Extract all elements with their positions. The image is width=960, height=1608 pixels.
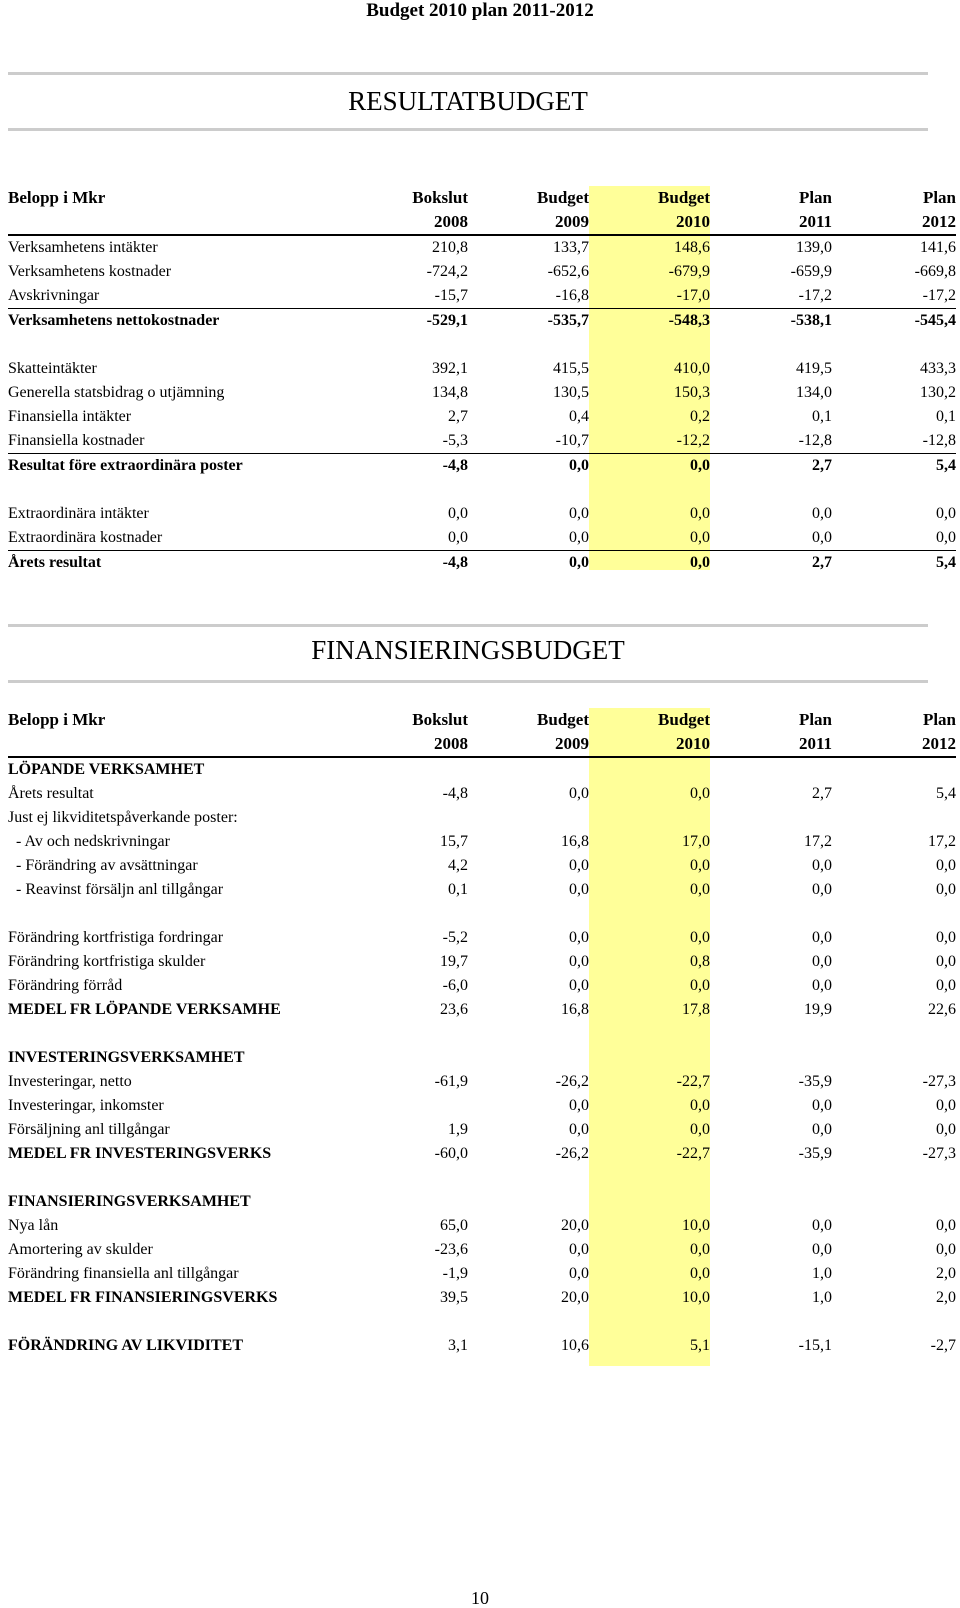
cell: -15,1 [798, 1337, 832, 1354]
cell: 0,0 [569, 977, 589, 994]
table-row [8, 502, 956, 526]
title-rule-bottom [8, 680, 928, 683]
cell: 0,0 [690, 881, 710, 898]
cell: 0,0 [690, 1121, 710, 1138]
cell: -679,9 [668, 263, 710, 280]
cell: -12,8 [798, 432, 832, 449]
cell: -12,2 [676, 432, 710, 449]
cell: 415,5 [553, 360, 589, 377]
cell: 0,0 [690, 505, 710, 522]
row-label: - Av och nedskrivningar [8, 833, 170, 850]
row-label: Verksamhetens intäkter [8, 239, 158, 256]
cell: 0,4 [569, 408, 589, 425]
cell: 0,0 [448, 529, 468, 546]
row-label: Nya lån [8, 1217, 59, 1234]
cell: 0,0 [936, 1121, 956, 1138]
table-row [8, 381, 956, 405]
table-row [8, 1094, 956, 1118]
row-label: Resultat före extraordinära poster [8, 454, 388, 479]
col-header: Budget [537, 188, 589, 207]
cell: 0,0 [812, 529, 832, 546]
cell: 0,0 [812, 505, 832, 522]
col-header: Plan [922, 710, 956, 729]
finansiering-title: FINANSIERINGSBUDGET [311, 635, 625, 665]
row-label: FÖRÄNDRING AV LIKVIDITET [8, 1337, 244, 1354]
table-row [8, 1070, 956, 1094]
cell: -27,3 [922, 1145, 956, 1162]
table-row [8, 974, 956, 998]
table-row [8, 429, 956, 454]
cell: 2,0 [936, 1265, 956, 1282]
cell: -669,8 [914, 263, 956, 280]
cell: 0,8 [690, 953, 710, 970]
cell: 0,0 [569, 1265, 589, 1282]
table-row-total [8, 551, 956, 576]
cell [468, 806, 589, 830]
cell: 20,0 [561, 1289, 589, 1306]
cell: -652,6 [547, 263, 589, 280]
col-header: Bokslut [412, 710, 468, 729]
cell: 2,7 [710, 551, 832, 576]
row-label: Extraordinära kostnader [8, 529, 163, 546]
table-row [8, 284, 956, 309]
row-label: Årets resultat [8, 785, 94, 802]
cell: 134,0 [796, 384, 832, 401]
page-header: Budget 2010 plan 2011-2012 [366, 0, 594, 21]
cell: -5,2 [442, 929, 468, 946]
row-label: - Förändring av avsättningar [8, 857, 198, 874]
table-row [8, 260, 956, 284]
cell: -27,3 [922, 1073, 956, 1090]
cell: 0,0 [936, 977, 956, 994]
cell: -545,4 [832, 309, 956, 334]
cell: 0,0 [812, 1241, 832, 1258]
table-row [8, 782, 956, 806]
cell: 0,0 [468, 454, 589, 479]
row-label: Avskrivningar [8, 287, 100, 304]
cell: 39,5 [440, 1289, 468, 1306]
cell: 65,0 [440, 1217, 468, 1234]
cell: 23,6 [440, 1001, 468, 1018]
header-label: Belopp i Mkr [8, 710, 106, 729]
row-label: MEDEL FR INVESTERINGSVERKS [8, 1145, 272, 1162]
title-rule-top [8, 624, 928, 627]
cell: -4,8 [442, 785, 468, 802]
resultat-table [8, 186, 956, 575]
cell: 10,0 [682, 1217, 710, 1234]
cell: -26,2 [555, 1073, 589, 1090]
cell [832, 806, 956, 830]
section-label: LÖPANDE VERKSAMHET [8, 761, 205, 778]
col-year: 2008 [388, 210, 468, 235]
cell [710, 806, 832, 830]
row-label: Amortering av skulder [8, 1241, 153, 1258]
cell: 0,0 [936, 1241, 956, 1258]
table-row [8, 1238, 956, 1262]
table-row [8, 854, 956, 878]
table-row-total [8, 1286, 956, 1310]
col-year: 2012 [832, 732, 956, 757]
row-label: Investeringar, netto [8, 1073, 132, 1090]
cell: -4,8 [388, 551, 468, 576]
cell: 0,2 [690, 408, 710, 425]
cell: 15,7 [440, 833, 468, 850]
cell: -35,9 [798, 1073, 832, 1090]
cell: -26,2 [555, 1145, 589, 1162]
cell: -6,0 [442, 977, 468, 994]
cell: -22,7 [676, 1145, 710, 1162]
cell: 0,0 [936, 1217, 956, 1234]
cell: 1,0 [812, 1265, 832, 1282]
cell: 150,3 [674, 384, 710, 401]
table-row [8, 830, 956, 854]
row-label: Verksamhetens kostnader [8, 263, 172, 280]
table-row [8, 878, 956, 902]
cell: 10,0 [682, 1289, 710, 1306]
finansiering-table [8, 708, 956, 1358]
header-row-top [8, 186, 956, 210]
cell: -1,9 [442, 1265, 468, 1282]
col-header: Budget [658, 710, 710, 729]
section-heading [8, 1190, 956, 1214]
cell: 5,4 [832, 551, 956, 576]
cell: 20,0 [561, 1217, 589, 1234]
cell: 0,0 [936, 529, 956, 546]
cell: 16,8 [561, 1001, 589, 1018]
cell: 419,5 [796, 360, 832, 377]
cell: 0,0 [690, 977, 710, 994]
table-row-total [8, 1334, 956, 1358]
row-label: Förändring förråd [8, 977, 123, 994]
title-rule-bottom [8, 128, 928, 131]
cell: -15,7 [434, 287, 468, 304]
cell: 0,0 [569, 785, 589, 802]
cell: 433,3 [920, 360, 956, 377]
cell: -23,6 [434, 1241, 468, 1258]
cell: -17,2 [798, 287, 832, 304]
cell: 410,0 [674, 360, 710, 377]
cell: 2,7 [812, 785, 832, 802]
row-label: Årets resultat [8, 551, 388, 576]
cell: -35,9 [798, 1145, 832, 1162]
table-row [8, 806, 956, 830]
cell: 4,2 [448, 857, 468, 874]
row-label: Verksamhetens nettokostnader [8, 309, 388, 334]
col-header: Plan [798, 188, 832, 207]
col-year: 2011 [710, 732, 832, 757]
cell: 2,7 [710, 454, 832, 479]
col-year: 2010 [589, 732, 710, 757]
cell: 0,0 [569, 953, 589, 970]
cell: 3,1 [448, 1337, 468, 1354]
cell: -5,3 [442, 432, 468, 449]
cell: 0,0 [812, 1121, 832, 1138]
cell: 0,0 [936, 1097, 956, 1114]
row-label: Förändring finansiella anl tillgångar [8, 1265, 239, 1282]
cell: 0,0 [812, 977, 832, 994]
table-row-total [8, 454, 956, 479]
cell: -61,9 [434, 1073, 468, 1090]
cell: 0,0 [569, 1121, 589, 1138]
cell: 16,8 [561, 833, 589, 850]
cell: 19,9 [804, 1001, 832, 1018]
col-year: 2011 [710, 210, 832, 235]
cell: 0,0 [569, 505, 589, 522]
cell: 0,0 [936, 929, 956, 946]
cell: -2,7 [930, 1337, 956, 1354]
header-row-bottom [8, 732, 956, 757]
page-number: 10 [471, 1588, 489, 1608]
cell [388, 1094, 468, 1118]
cell: 0,1 [448, 881, 468, 898]
cell: -17,0 [676, 287, 710, 304]
cell: 134,8 [432, 384, 468, 401]
cell: 0,0 [812, 1217, 832, 1234]
table-row-total [8, 309, 956, 334]
cell: 0,0 [812, 857, 832, 874]
header-label: Belopp i Mkr [8, 188, 106, 207]
cell: 0,1 [936, 408, 956, 425]
cell: 0,0 [690, 529, 710, 546]
cell: 0,0 [569, 1097, 589, 1114]
cell: 0,0 [589, 551, 710, 576]
cell: -548,3 [589, 309, 710, 334]
cell: 0,0 [468, 551, 589, 576]
cell [388, 806, 468, 830]
cell: -538,1 [710, 309, 832, 334]
cell: 0,0 [690, 857, 710, 874]
table-row [8, 405, 956, 429]
cell: -10,7 [555, 432, 589, 449]
cell: 0,0 [569, 1241, 589, 1258]
cell: 0,0 [812, 953, 832, 970]
table-row [8, 526, 956, 551]
row-label: Förändring kortfristiga fordringar [8, 929, 224, 946]
cell: -22,7 [676, 1073, 710, 1090]
table-row [8, 1262, 956, 1286]
cell: -60,0 [434, 1145, 468, 1162]
row-label: Just ej likviditetspåverkande poster: [8, 809, 238, 826]
cell: 19,7 [440, 953, 468, 970]
cell: 17,2 [804, 833, 832, 850]
section-heading [8, 757, 956, 782]
cell: 130,2 [920, 384, 956, 401]
row-label: Extraordinära intäkter [8, 505, 149, 522]
table-row [8, 1214, 956, 1238]
col-header: Budget [537, 710, 589, 729]
cell: 22,6 [928, 1001, 956, 1018]
col-year: 2009 [468, 732, 589, 757]
table-row [8, 950, 956, 974]
cell: 0,0 [690, 1241, 710, 1258]
cell: -659,9 [790, 263, 832, 280]
row-label: Investeringar, inkomster [8, 1097, 164, 1114]
cell: 17,0 [682, 833, 710, 850]
cell: -535,7 [468, 309, 589, 334]
cell: 5,4 [936, 785, 956, 802]
row-label: Förändring kortfristiga skulder [8, 953, 206, 970]
row-label: Försäljning anl tillgångar [8, 1121, 170, 1138]
col-header: Bokslut [412, 188, 468, 207]
row-label: Finansiella kostnader [8, 432, 145, 449]
cell: 17,2 [928, 833, 956, 850]
cell: -529,1 [388, 309, 468, 334]
cell: 2,0 [936, 1289, 956, 1306]
cell: 133,7 [553, 239, 589, 256]
table-row [8, 926, 956, 950]
cell: 1,0 [812, 1289, 832, 1306]
row-label: Generella statsbidrag o utjämning [8, 384, 225, 401]
col-year: 2012 [832, 210, 956, 235]
cell: 0,0 [690, 929, 710, 946]
section-label: FINANSIERINGSVERKSAMHET [8, 1193, 251, 1210]
col-header: Plan [798, 710, 832, 729]
cell: -12,8 [922, 432, 956, 449]
header-row-top [8, 708, 956, 732]
title-rule-top [8, 72, 928, 75]
cell: 5,4 [832, 454, 956, 479]
cell: 148,6 [674, 239, 710, 256]
table-row-total [8, 998, 956, 1022]
cell: 5,1 [690, 1337, 710, 1354]
row-label: MEDEL FR FINANSIERINGSVERKS [8, 1289, 278, 1306]
row-label: - Reavinst försäljn anl tillgångar [8, 881, 224, 898]
table-row [8, 1118, 956, 1142]
row-label: Skatteintäkter [8, 360, 97, 377]
cell: 0,0 [936, 881, 956, 898]
cell: 0,0 [936, 857, 956, 874]
cell: 2,7 [448, 408, 468, 425]
cell [589, 806, 710, 830]
cell: -4,8 [388, 454, 468, 479]
cell: 0,0 [690, 1265, 710, 1282]
cell: 392,1 [432, 360, 468, 377]
col-header: Plan [922, 188, 956, 207]
section-heading [8, 1046, 956, 1070]
col-year: 2008 [388, 732, 468, 757]
cell: 0,0 [812, 929, 832, 946]
row-label: MEDEL FR LÖPANDE VERKSAMHE [8, 1001, 281, 1018]
cell: 10,6 [561, 1337, 589, 1354]
cell: 0,0 [569, 929, 589, 946]
cell: 17,8 [682, 1001, 710, 1018]
cell: -16,8 [555, 287, 589, 304]
cell: 0,0 [569, 529, 589, 546]
row-label: Finansiella intäkter [8, 408, 132, 425]
cell: 0,0 [589, 454, 710, 479]
resultat-title: RESULTATBUDGET [348, 86, 588, 116]
table-row-total [8, 1142, 956, 1166]
cell: 0,0 [690, 1097, 710, 1114]
cell: -724,2 [426, 263, 468, 280]
col-year: 2010 [589, 210, 710, 235]
cell: 210,8 [432, 239, 468, 256]
cell: 0,0 [569, 857, 589, 874]
col-year: 2009 [468, 210, 589, 235]
section-label: INVESTERINGSVERKSAMHET [8, 1049, 245, 1066]
cell: 0,1 [812, 408, 832, 425]
header-row-bottom [8, 210, 956, 235]
cell: 0,0 [812, 1097, 832, 1114]
cell: 0,0 [569, 881, 589, 898]
table-row [8, 235, 956, 260]
cell: 0,0 [690, 785, 710, 802]
table-row [8, 357, 956, 381]
col-header: Budget [658, 188, 710, 207]
cell: 0,0 [936, 505, 956, 522]
cell: -17,2 [922, 287, 956, 304]
cell: 139,0 [796, 239, 832, 256]
cell: 130,5 [553, 384, 589, 401]
cell: 0,0 [812, 881, 832, 898]
cell: 141,6 [920, 239, 956, 256]
cell: 0,0 [936, 953, 956, 970]
cell: 0,0 [448, 505, 468, 522]
cell: 1,9 [448, 1121, 468, 1138]
